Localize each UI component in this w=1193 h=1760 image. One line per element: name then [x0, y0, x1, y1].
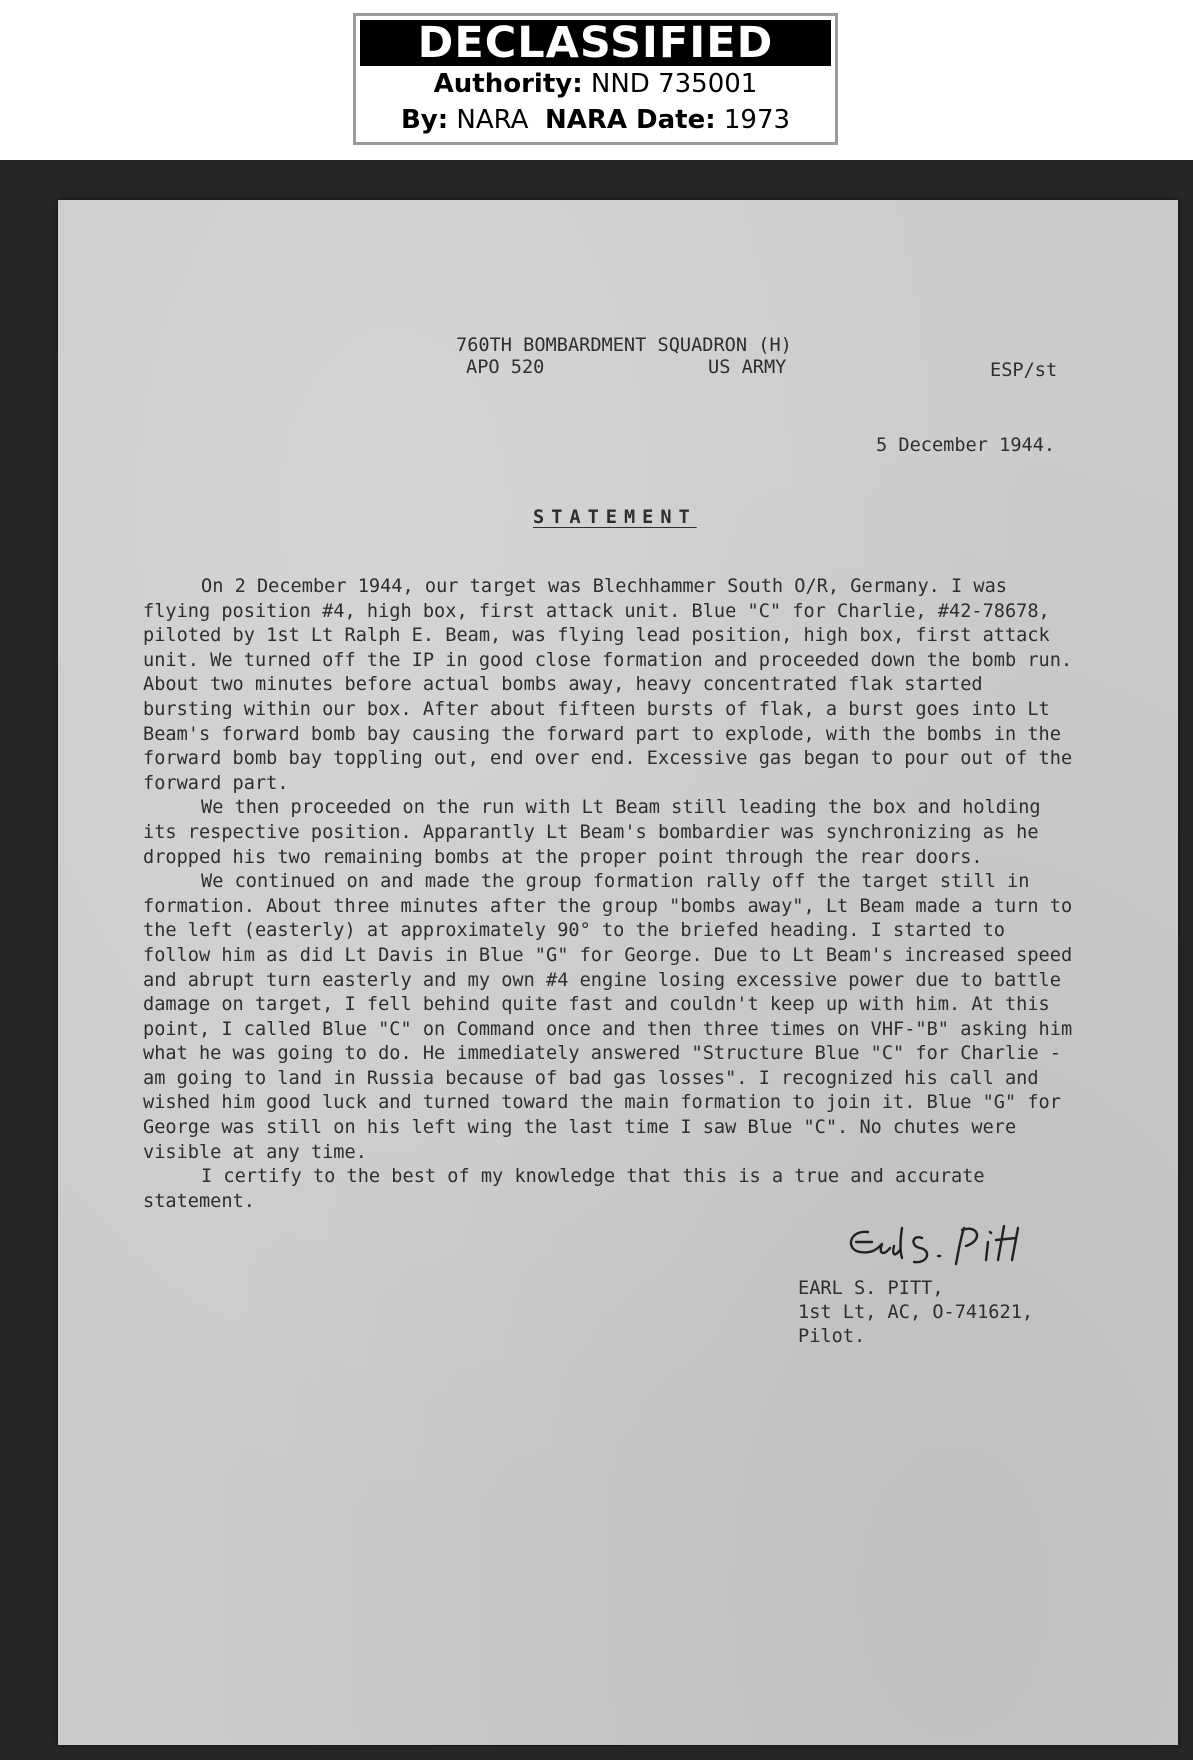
stamp-title: DECLASSIFIED	[360, 20, 831, 66]
typed-statement-page	[58, 200, 1178, 1745]
stamp-authority-label: Authority:	[433, 69, 583, 99]
army-label: US ARMY	[708, 357, 787, 378]
stamp-authority-line	[356, 66, 835, 102]
signatory-name: EARL S. PITT,	[798, 1278, 944, 1299]
statement-body	[143, 575, 1078, 1214]
stamp-authority-value: NND 735001	[590, 69, 758, 99]
document-date: 5 December 1944.	[876, 435, 1056, 456]
body-paragraph: On 2 December 1944, our target was Blechhammer South O/R, Germany. I was flying position #4, high box, first attack unit. Blue "C" for Charlie, #42-78678, piloted by 1st Lt Ralph E. Beam, was flying lead position, high box, first attack unit. We turned off the IP in good close formation and proceeded down the bomb run. About two minutes before actual bombs away, heavy concentrated flak started bursting within our box. After about fifteen bursts of flak, a burst goes into Lt Beam's forward bomb bay causing the forward part to explode, with the bombs in the forward bomb bay toppling out, end over end. Excessive gas began to pour out of the forward part.	[143, 576, 1073, 794]
stamp-date-label: NARA Date:	[544, 105, 716, 135]
stamp-date-value: 1973	[723, 105, 791, 135]
scanned-document-frame	[0, 160, 1193, 1760]
stamp-by-value: NARA	[456, 105, 529, 135]
squadron-heading: 760TH BOMBARDMENT SQUADRON (H)	[456, 335, 792, 356]
signatory-rank: 1st Lt, AC, O-741621,	[798, 1302, 1034, 1323]
body-paragraph: We continued on and made the group formation rally off the target still in formation. About three minutes after the group "bombs away", Lt Beam made a turn to the left (easterly) at approximately 90° to the briefed heading. I started to follow him as did Lt Davis in Blue "G" for George. Due to Lt Beam's increased speed and abrupt turn easterly and my own #4 engine losing excessive power due to battle damage on target, I fell behind quite fast and couldn't keep up with him. At this point, I called Blue "C" on Command once and then three times on VHF-"B" asking him what he was going to do. He immediately answered "Structure Blue "C" for Charlie - am going to land in Russia because of bad gas losses". I recognized his call and wished him good luck and turned toward the main formation to join it. Blue "G" for George was still on his left wing the last time I saw Blue "C". No chutes were visible at any time.	[143, 871, 1073, 1163]
document-title: STATEMENT	[533, 507, 697, 528]
declassification-stamp	[353, 13, 838, 145]
handwritten-signature	[838, 1220, 1038, 1284]
stamp-by-line	[356, 102, 835, 138]
apo-number: APO 520	[466, 357, 545, 378]
reference-initials: ESP/st	[990, 360, 1058, 381]
stamp-by-label: By:	[400, 105, 449, 135]
body-paragraph: We then proceeded on the run with Lt Beam still leading the box and holding its respective position. Apparantly Lt Beam's bombardier was synchronizing as he dropped his two remaining bombs at the proper point through the rear doors.	[143, 797, 1041, 868]
signatory-role: Pilot.	[798, 1326, 866, 1347]
body-paragraph: I certify to the best of my knowledge that this is a true and accurate statement.	[143, 1166, 985, 1212]
